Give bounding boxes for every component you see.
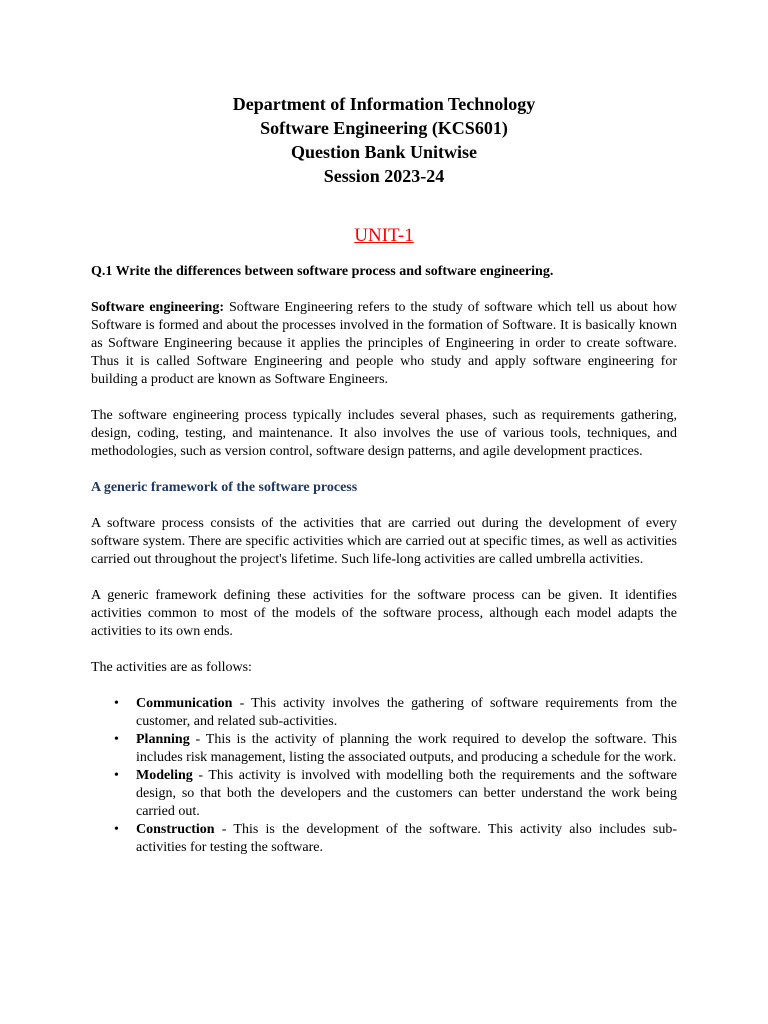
activities-intro: The activities are as follows: — [91, 660, 252, 675]
activity-description: - This is the activity of planning the work required to develop the software. This includes risk management, listing the associated outputs, and producing a schedule for the work. — [136, 732, 677, 765]
unit-heading: UNIT-1 — [354, 225, 414, 246]
bullet-icon: • — [114, 822, 119, 837]
activity-description: - This activity involves the gathering of software requirements from the customer, and related sub-activities. — [136, 696, 677, 729]
course-title: Software Engineering (KCS601) — [260, 118, 508, 138]
activity-term: Construction — [136, 822, 215, 837]
list-item — [114, 731, 677, 767]
activity-description: - This is the development of the software. This activity also includes sub-activities for testing the software. — [136, 822, 677, 855]
department-title: Department of Information Technology — [232, 94, 536, 114]
activity-term: Modeling — [136, 768, 193, 783]
generic-framework-heading: A generic framework of the software process — [91, 480, 358, 495]
activity-description: - This activity is involved with modelling both the requirements and the software design, so that both the developers and the customers can better understand the work being carried out. — [136, 768, 677, 819]
generic-framework-paragraph: A generic framework defining these activities for the software process can be given. It identifies activities common to most of the models of the software process, although each model adapts the activities to its own ends. — [91, 588, 677, 639]
activities-list — [91, 695, 677, 857]
question-1: Q.1 Write the differences between software process and software engineering. — [91, 264, 554, 279]
bullet-icon: • — [114, 768, 119, 783]
bullet-icon: • — [114, 696, 119, 711]
bullet-icon: • — [114, 732, 119, 747]
list-item — [114, 821, 677, 857]
software-engineering-text: Software Engineering refers to the study of software which tell us about how Software is formed and about the processes involved in the formation of Software. It is basically known as Software Engineering because it applies the principles of Engineering in order to create software. Thus it is called Software Engineering and people who study and apply software engineering for building a product are known as Software Engineers. — [91, 300, 677, 387]
list-item — [114, 767, 677, 821]
session-title: Session 2023-24 — [323, 166, 445, 186]
activity-term: Planning — [136, 732, 190, 747]
software-process-paragraph: A software process consists of the activities that are carried out during the development of every software system. There are specific activities which are carried out at specific times, as well as activities carried out throughout the project's lifetime. Such life-long activities are called umbrella activities. — [91, 516, 677, 567]
document-page — [91, 92, 677, 857]
document-header — [91, 92, 677, 188]
software-engineering-paragraph — [91, 299, 677, 389]
software-engineering-label: Software engineering: — [91, 300, 224, 315]
activity-term: Communication — [136, 696, 233, 711]
list-item — [114, 695, 677, 731]
question-bank-title: Question Bank Unitwise — [290, 142, 478, 162]
process-phases-paragraph: The software engineering process typically includes several phases, such as requirements gathering, design, coding, testing, and maintenance. It also involves the use of various tools, techniques, and methodologies, such as version control, software design patterns, and agile development practices. — [91, 408, 677, 459]
